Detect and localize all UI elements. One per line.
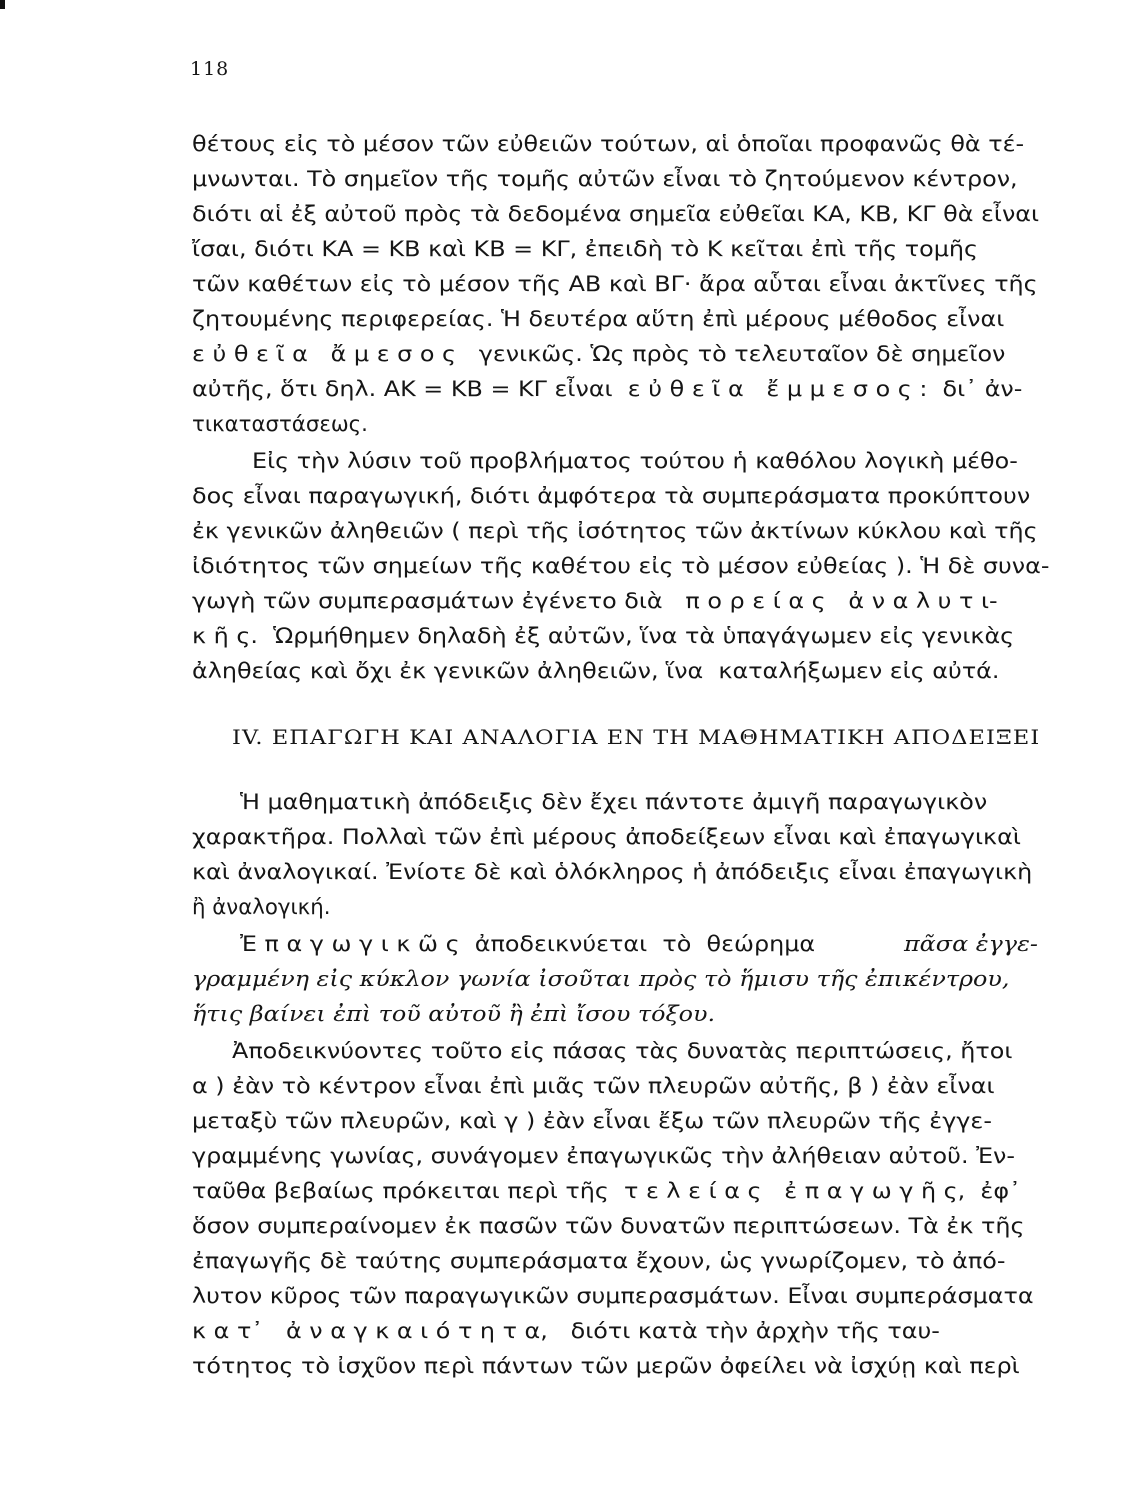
text-line: τῶν καθέτων εἰς τὸ μέσον τῆς ΑΒ καὶ ΒΓ· ἄρα αὗται εἶναι ἀκτῖνες τῆς [192,272,1038,297]
text-line: μεταξὺ τῶν πλευρῶν, καὶ γ ) ἐὰν εἶναι ἔξω τῶν πλευρῶν τῆς ἐγγε- [192,1109,992,1134]
text-line: Ἀποδεικνύοντες τοῦτο εἰς πάσας τὰς δυνατὰς περιπτώσεις, ἤτοι [232,1039,1013,1064]
text-line: λυτον κῦρος τῶν παραγωγικῶν συμπερασμάτων. Εἶναι συμπεράσματα [192,1284,1034,1309]
text-line: ἀληθείας καὶ ὄχι ἐκ γενικῶν ἀληθειῶν, ἵνα καταλήξωμεν εἰς αὐτά. [192,659,1000,684]
text-line: γωγὴ τῶν συμπερασμάτων ἐγένετο διὰ π ο ρ ε ί α ς ἀ ν α λ υ τ ι- [192,589,998,614]
text-line: κ α τ᾽ ἀ ν α γ κ α ι ό τ η τ α, διότι κατὰ τὴν ἀρχὴν τῆς ταυ- [192,1319,940,1344]
text-line: κ ῆ ς. Ὡρμήθημεν δηλαδὴ ἐξ αὐτῶν, ἵνα τὰ ὑπαγάγωμεν εἰς γενικὰς [192,624,1015,649]
text-line: ταῦθα βεβαίως πρόκειται περὶ τῆς τ ε λ ε ί α ς ἐ π α γ ω γ ῆ ς, ἐφ᾽ [192,1179,1021,1204]
text-line: τικαταστάσεως. [192,412,368,437]
theorem-italic-line: γραμμένη εἰς κύκλον γωνία ἰσοῦται πρὸς τὸ ἥμισυ τῆς ἐπικέντρου, [192,967,1010,992]
text-line: ἐπαγωγῆς δὲ ταύτης συμπεράσματα ἔχουν, ὡς γνωρίζομεν, τὸ ἀπό- [192,1249,1006,1274]
text-line: διότι αἱ ἐξ αὐτοῦ πρὸς τὰ δεδομένα σημεῖα εὐθεῖαι ΚΑ, ΚΒ, ΚΓ θὰ εἶναι [192,202,1040,227]
text-line: αὐτῆς, ὅτι δηλ. ΑΚ = ΚΒ = ΚΓ εἶναι ε ὐ θ ε ῖ α ἔ μ μ ε σ ο ς : δι᾽ ἀν- [192,377,1023,402]
text-line: ὅσον συμπεραίνομεν ἐκ πασῶν τῶν δυνατῶν περιπτώσεων. Τὰ ἐκ τῆς [192,1214,1025,1239]
text-line: γραμμένης γωνίας, συνάγομεν ἐπαγωγικῶς τὴν ἀλήθειαν αὐτοῦ. Ἐν- [192,1144,1016,1169]
text-line: α ) ἐὰν τὸ κέντρον εἶναι ἐπὶ μιᾶς τῶν πλευρῶν αὐτῆς, β ) ἐὰν εἶναι [192,1074,995,1099]
section-heading: IV. ΕΠΑΓΩΓΗ ΚΑΙ ΑΝΑΛΟΓΙΑ ΕΝ ΤΗ ΜΑΘΗΜΑΤΙΚΗ ΑΠΟΔΕΙΞΕΙ [232,725,1041,749]
text-line: θέτους εἰς τὸ μέσον τῶν εὐθειῶν τούτων, αἱ ὁποῖαι προφανῶς θὰ τέ- [192,132,1025,157]
text-line: ζητουμένης περιφερείας. Ἡ δευτέρα αὕτη ἐπὶ μέρους μέθοδος εἶναι [192,307,1005,332]
text-line: δος εἶναι παραγωγική, διότι ἀμφότερα τὰ συμπεράσματα προκύπτουν [192,484,1031,509]
text-line: Εἰς τὴν λύσιν τοῦ προβλήματος τούτου ἡ καθόλου λογικὴ μέθο- [252,449,1018,474]
theorem-italic-start: πᾶσα ἐγγε- [904,932,1038,957]
page-number: 118 [190,58,230,80]
text-line: ἢ ἀναλογική. [192,895,331,920]
text-line: ἰδιότητος τῶν σημείων τῆς καθέτου εἰς τὸ μέσον εὐθείας ). Ἡ δὲ συνα- [192,554,1050,579]
theorem-italic-line: ἥτις βαίνει ἐπὶ τοῦ αὐτοῦ ἢ ἐπὶ ἴσου τόξου. [192,1002,716,1027]
text-line: Ἡ μαθηματικὴ ἀπόδειξις δὲν ἔχει πάντοτε ἀμιγῆ παραγωγικὸν [240,790,988,815]
text-line: καὶ ἀναλογικαί. Ἐνίοτε δὲ καὶ ὁλόκληρος ἡ ἀπόδειξις εἶναι ἐπαγωγικὴ [192,860,1033,885]
text-line: Ἐ π α γ ω γ ι κ ῶ ς ἀποδεικνύεται τὸ θεώρημα [240,932,816,957]
text-line: χαρακτῆρα. Πολλαὶ τῶν ἐπὶ μέρους ἀποδείξεων εἶναι καὶ ἐπαγωγικαὶ [192,825,1021,850]
text-line: ε ὐ θ ε ῖ α ἄ μ ε σ ο ς γενικῶς. Ὡς πρὸς τὸ τελευταῖον δὲ σημεῖον [192,342,1006,367]
text-line: ἐκ γενικῶν ἀληθειῶν ( περὶ τῆς ἰσότητος τῶν ἀκτίνων κύκλου καὶ τῆς [192,519,1038,544]
text-line: μνωνται. Τὸ σημεῖον τῆς τομῆς αὐτῶν εἶναι τὸ ζητούμενον κέντρον, [192,167,1018,192]
text-line: τότητος τὸ ἰσχῦον περὶ πάντων τῶν μερῶν ὀφείλει νὰ ἰσχύῃ καὶ περὶ [192,1354,1020,1379]
text-line: ἴσαι, διότι ΚΑ = ΚΒ καὶ ΚΒ = ΚΓ, ἐπειδὴ τὸ Κ κεῖται ἐπὶ τῆς τομῆς [192,237,979,262]
